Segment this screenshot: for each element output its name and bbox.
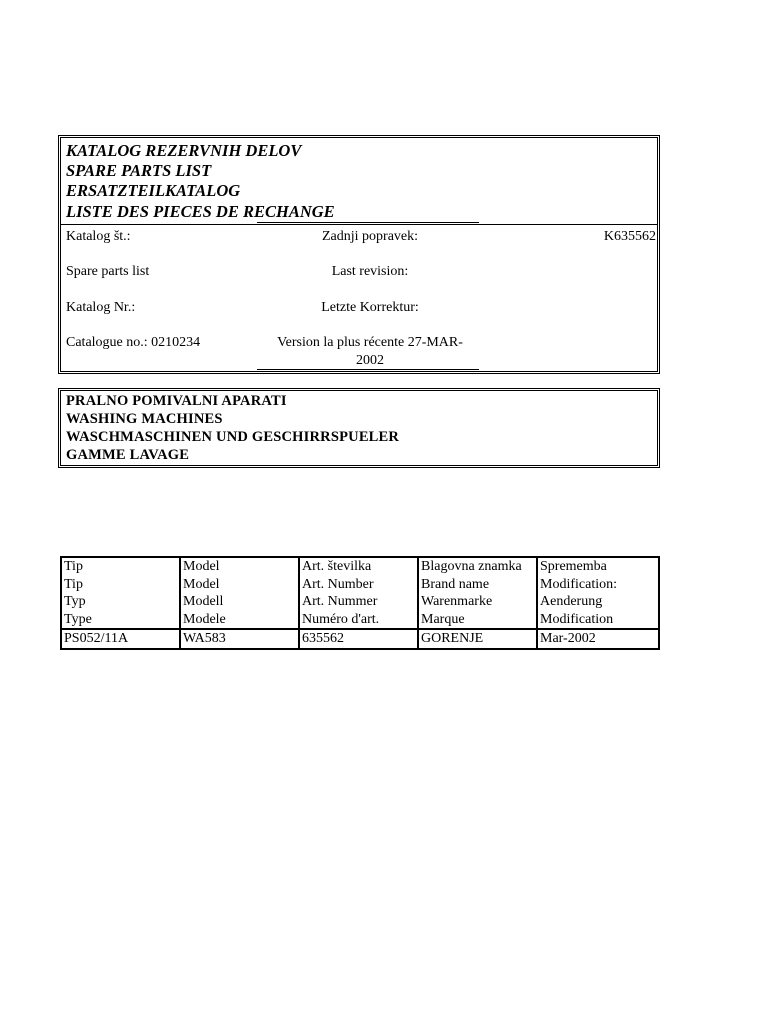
header-line: Type xyxy=(64,611,92,627)
revision-label-slovenian: Zadnji popravek: xyxy=(321,229,419,244)
header-line: Tip xyxy=(64,559,83,574)
column-header-brand xyxy=(418,557,537,629)
title-german: ERSATZTEILKATALOG xyxy=(66,181,241,200)
catalog-code: K635562 xyxy=(603,229,656,244)
column-header-article-number xyxy=(299,557,418,629)
header-divider xyxy=(61,224,657,225)
group-french: GAMME LAVAGE xyxy=(66,447,190,463)
group-english: WASHING MACHINES xyxy=(66,411,223,427)
revision-underline xyxy=(257,369,479,370)
header-line: Warenmarke xyxy=(421,594,493,609)
header-line: Typ xyxy=(64,594,86,609)
title-slovenian: KATALOG REZERVNIH DELOV xyxy=(66,141,302,160)
title-underline xyxy=(257,222,479,223)
header-line: Blagovna znamka xyxy=(421,559,522,574)
catalog-label-english: Spare parts list xyxy=(66,264,150,279)
header-line: Art. Number xyxy=(302,576,374,592)
catalog-label-german: Katalog Nr.: xyxy=(66,300,136,315)
revision-label-german: Letzte Korrektur: xyxy=(321,300,419,315)
header-line: Model xyxy=(183,559,220,574)
column-header-modification xyxy=(537,557,659,629)
header-line: Brand name xyxy=(421,576,490,592)
group-german: WASCHMASCHINEN UND GESCHIRRSPUELER xyxy=(66,429,400,445)
header-line: Tip xyxy=(64,576,83,592)
header-line: Marque xyxy=(421,611,465,627)
revision-label-french: Version la plus récente 27-MAR- xyxy=(277,335,463,350)
column-header-type xyxy=(61,557,180,629)
header-line: Art. številka xyxy=(302,559,372,574)
title-english: SPARE PARTS LIST xyxy=(66,161,212,180)
product-group-box xyxy=(60,390,658,466)
title-french: LISTE DES PIECES DE RECHANGE xyxy=(66,202,335,221)
cell-modification: Mar-2002 xyxy=(537,629,659,649)
cell-type: PS052/11A xyxy=(61,629,180,649)
revision-date-year: 2002 xyxy=(356,353,384,368)
header-line: Sprememba xyxy=(540,559,607,574)
catalog-label-french: Catalogue no.: 0210234 xyxy=(66,335,201,350)
header-line: Model xyxy=(183,576,220,592)
header-line: Modification: xyxy=(540,576,617,592)
group-slovenian: PRALNO POMIVALNI APARATI xyxy=(66,393,287,409)
header-line: Modell xyxy=(183,594,224,609)
header-line: Numéro d'art. xyxy=(302,611,380,627)
catalog-label-slovenian: Katalog št.: xyxy=(66,229,131,244)
catalog-title-box xyxy=(60,137,658,372)
revision-label-english: Last revision: xyxy=(331,264,409,279)
header-line: Aenderung xyxy=(540,594,603,609)
header-line: Art. Nummer xyxy=(302,594,378,609)
cell-article-number: 635562 xyxy=(299,629,418,649)
header-line: Modele xyxy=(183,611,226,627)
column-header-model xyxy=(180,557,299,629)
cell-model: WA583 xyxy=(180,629,299,649)
cell-brand: GORENJE xyxy=(418,629,537,649)
table-header-row xyxy=(61,557,659,629)
header-line: Modification xyxy=(540,611,614,627)
parts-table xyxy=(60,556,660,650)
table-row xyxy=(61,629,659,649)
